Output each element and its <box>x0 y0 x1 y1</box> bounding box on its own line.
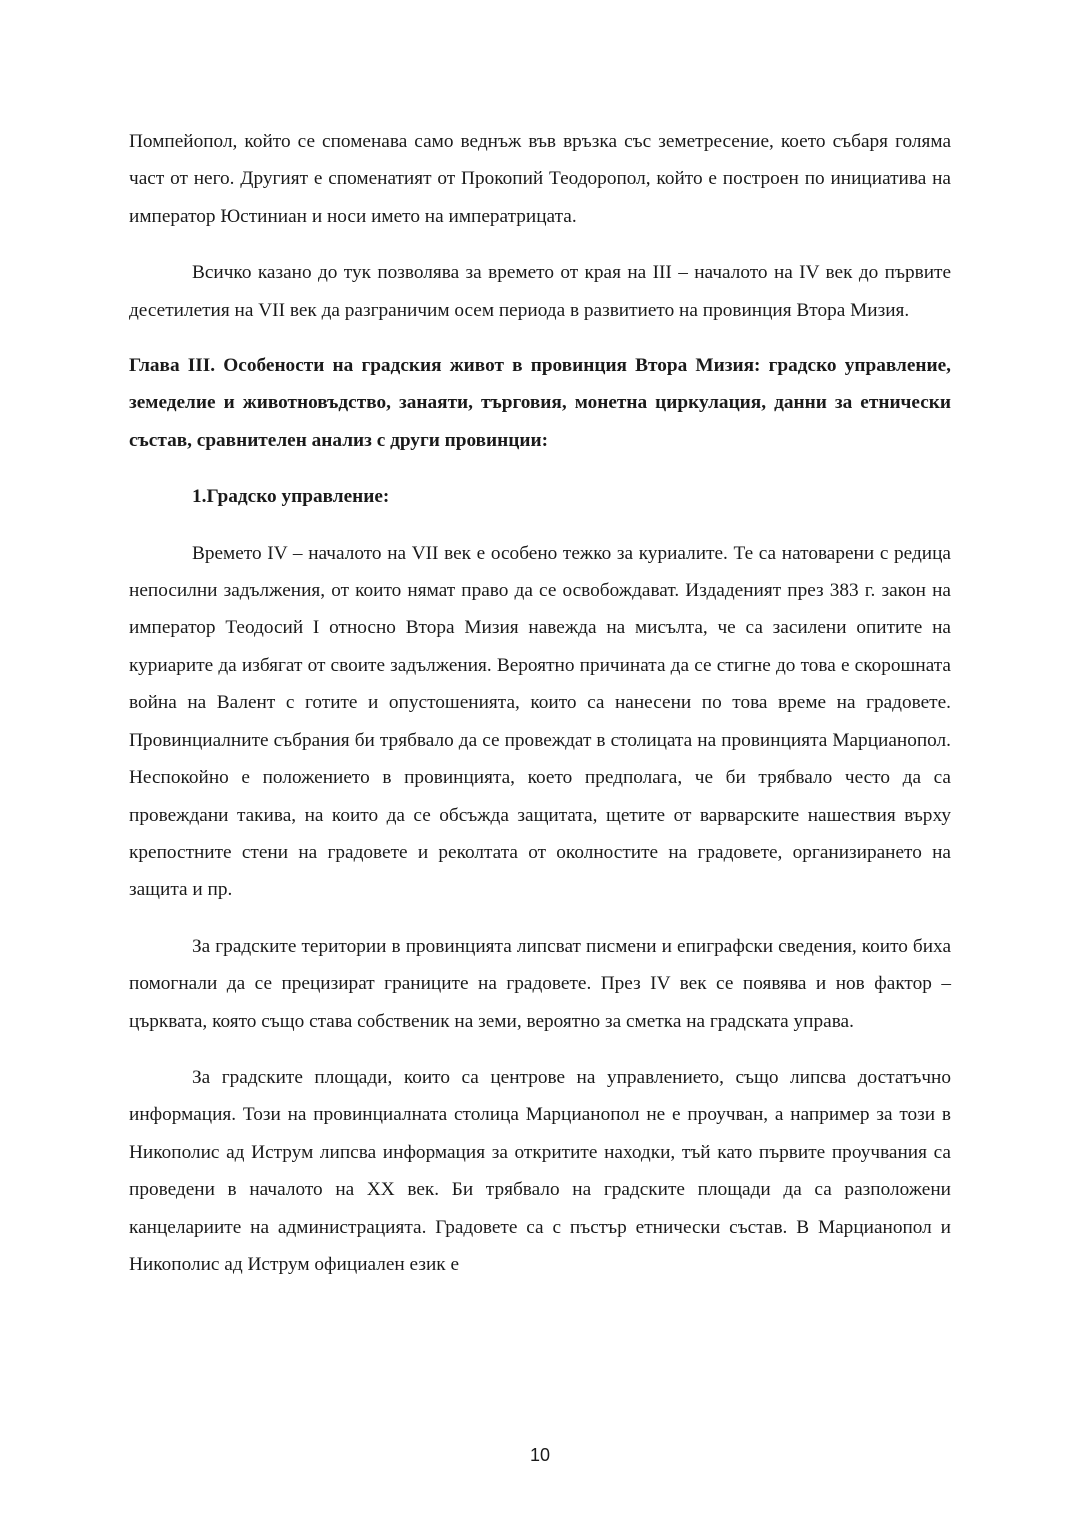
chapter-heading: Глава III. Особености на градския живот в провинция Втора Мизия: градско управление, земеделие и животновъдство, занаяти, търговия, монетна циркулация, данни за етнически състав, сравнителен анализ с други провинции: <box>129 355 951 451</box>
page-body <box>129 123 951 1283</box>
section-heading: 1.Градско управление: <box>192 486 390 508</box>
paragraph: За градските територии в провинцията липсват писмени и епиграфски сведения, които биха помогнали да се прецизират границите на градовете. През IV век се появява и нов фактор – църквата, която също става собственик на земи, вероятно за сметка на градската управа. <box>129 935 951 1032</box>
page-number: 10 <box>529 1445 551 1465</box>
paragraph: Всичко казано до тук позволява за времето от края на III – началото на IV век до първите десетилетия на VII век да разграничим осем периода в развитието на провинция Втора Мизия. <box>129 262 951 321</box>
paragraph: Помпейопол, който се споменава само веднъж във връзка със земетресение, което събаря голяма част от него. Другият е споменатият от Прокопий Теодоропол, който е построен по инициатива на император Юстиниан и носи името на императрицата. <box>129 131 951 227</box>
paragraph: За градските площади, които са центрове на управлението, също липсва достатъчно информация. Този на провинциалната столица Марцианопол не е проучван, а например за този в Никополис ад Иструм липсва информация за откритите находки, тъй като първите проучвания са проведени в началото на XX век. Би трябвало на градските площади да са разположени канцелариите на администрацията. Градовете са с пъстър етнически състав. В Марцианопол и Никополис ад Иструм официален език е <box>129 1066 951 1275</box>
paragraph: Времето IV – началото на VII век е особено тежко за куриалите. Те са натоварени с редица непосилни задължения, от които нямат право да се освобождават. Издаденият през 383 г. закон на император Теодосий I относно Втора Мизия навежда на мисълта, че са засилени опитите на куриарите да избягат от своите задължения. Вероятно причината да се стигне до това е скорошната война на Валент с готите и опустошенията, които са нанесени по това време на градовете. Провинциалните събрания би трябвало да се провеждат в столицата на провинцията Марцианопол. Неспокойно е положението в провинцията, което предполага, че би трябвало често да са провеждани такива, на които да се обсъжда защитата, щетите от варварските нашествия върху крепостните стени на градовете и реколтата от околностите на градовете, организирането на защита и пр. <box>129 542 951 901</box>
